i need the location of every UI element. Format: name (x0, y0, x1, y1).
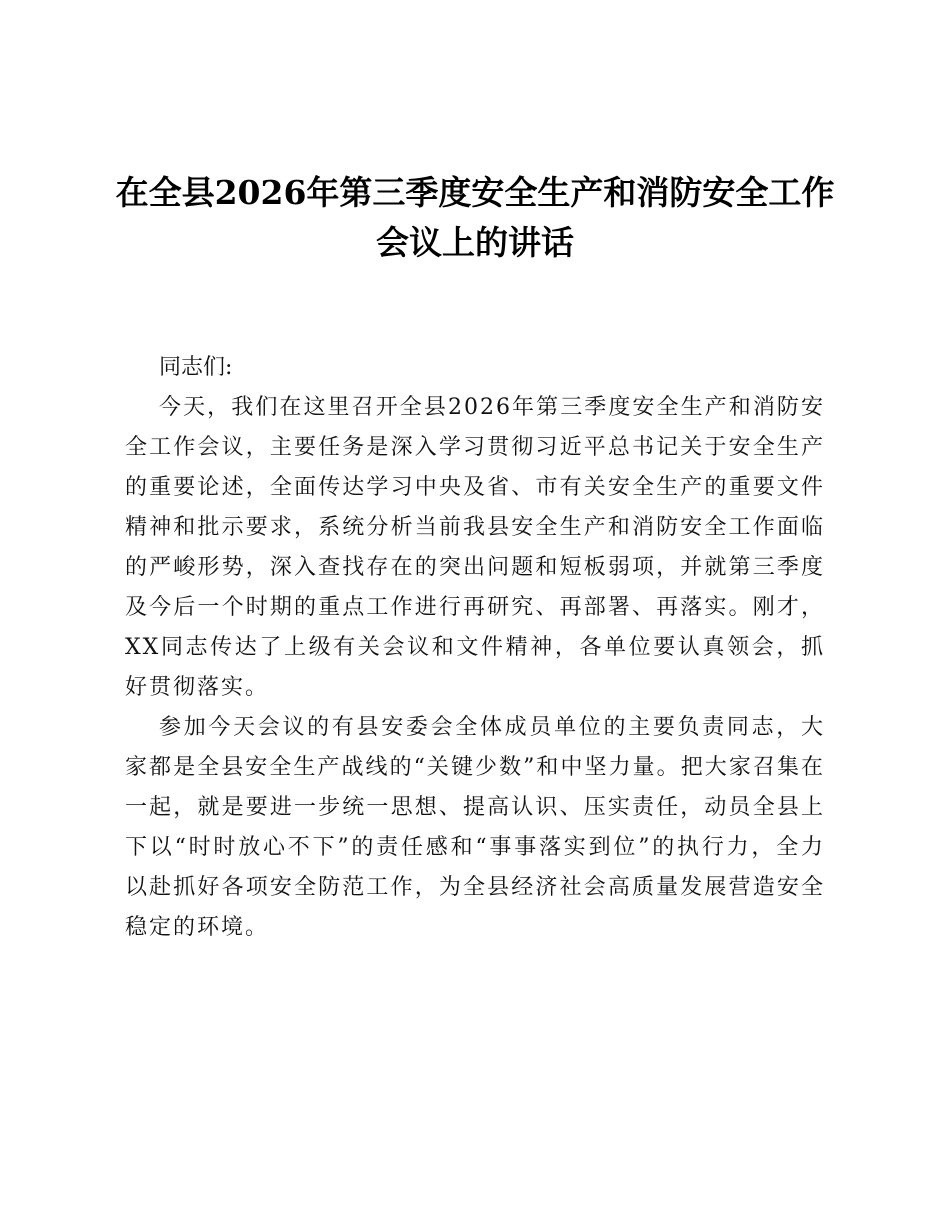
document-body (125, 348, 825, 948)
paragraph-opening: 今天，我们在这里召开全县2026年第三季度安全生产和消防安全工作会议，主要任务是深入学习贯彻习近平总书记关于安全生产的重要论述，全面传达学习中央及省、市有关安全生产的重要文件精神和批示要求，系统分析当前我县安全生产和消防安全工作面临的严峻形势，深入查找存在的突出问题和短板弱项，并就第三季度及今后一个时期的重点工作进行再研究、再部署、再落实。刚才，XX同志传达了上级有关会议和文件精神，各单位要认真领会，抓好贯彻落实。 (125, 395, 825, 700)
salutation: 同志们: (159, 355, 233, 380)
document-title: 在全县2026年第三季度安全生产和消防安全工作会议上的讲话 (115, 173, 835, 262)
paragraph-attendees: 参加今天会议的有县安委会全体成员单位的主要负责同志，大家都是全县安全生产战线的“关键少数”和中坚力量。把大家召集在一起，就是要进一步统一思想、提高认识、压实责任，动员全县上下以“时时放心不下”的责任感和“事事落实到位”的执行力，全力以赴抓好各项安全防范工作，为全县经济社会高质量发展营造安全稳定的环境。 (125, 715, 825, 940)
